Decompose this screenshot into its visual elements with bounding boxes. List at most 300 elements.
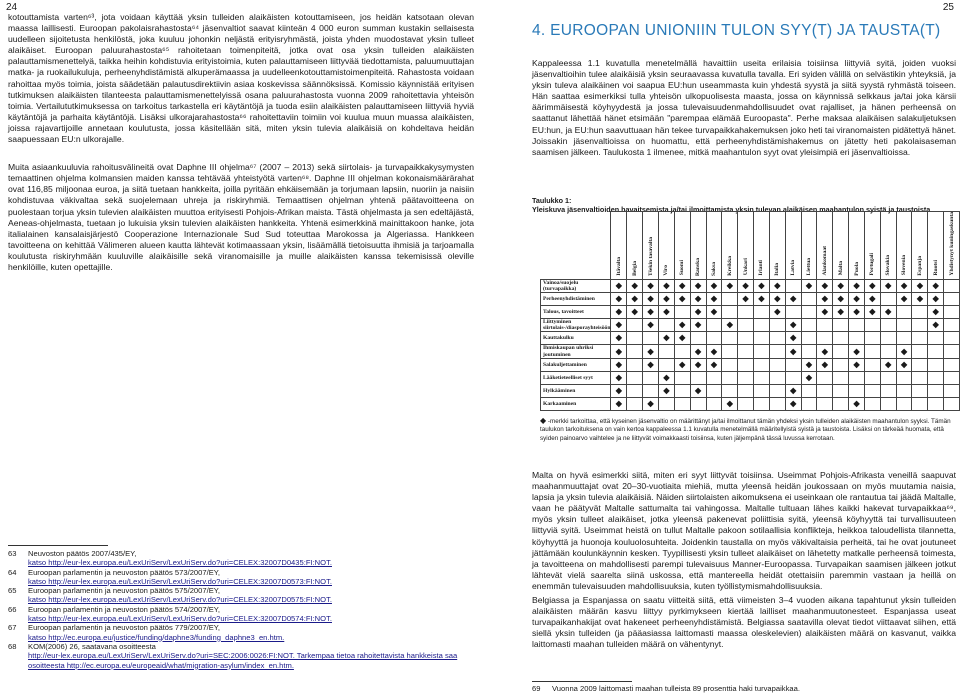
table-cell	[754, 319, 770, 332]
diamond-icon: ◆	[663, 280, 670, 290]
left-paragraph-1: kotouttamista varten⁶³, jota voidaan käyttää yksin tulleiden alaikäisten kotouttamiseen, jos heidän katsotaan olevan maassa laillisesti. Euroopan pakolaisrahastosta⁶⁴ jäsenvaltiot saavat kiinteän 4 000 euron summan kustakin sellaisesta uudelleen sijoitetusta henkilöstä, joka kuuluu johonkin neljästä erityisryhmästä, joista yhden muodostavat yksin tulleet alaikäiset. Euroopan paluurahastosta⁶⁵ rahoitetaan toimenpiteitä, jotka ovat osa yksin tulleiden alaikäisten palauttamismenettelyä, taikka heihin kohdistuvia erityistoimia, kuten palauttamiseen liittyvää tiedottamista, paluumuuttajan matka- ja ruokailukuluja, perheenyhdistämistä alkuperämaassa ja uudelleenkotouttamistoimenpiteitä. Rahastosta voidaan rahoittaa myös toimia, joista säädetään palautusdirektiivin asiaa koskevissa säännöksissä. Komissio käynnistää erityisen tutkimuksen alaikäisten tilanteesta palauttamismenettelyissä osana paluurahastosta vuonna 2009 rahoitettavia yhteisön toimia. Vertailututkimuksessa on tarkoitus tarkastella eri käytäntöjä ja tuoda esiin alaikäisten palauttamiseen liittyviä hyviä käytäntöjä ja parhaita käytäntöjä. Lisäksi ulkorajarahastosta⁶⁶ rahoitettaviin toimiin voi kuulua muun muassa alaikäisten, joissa rajavartijoille annetaan koulutusta, jossa käsitellään sitä, miten yksin tulevia alaikäisiä on kohdeltava heidän saapuessaan EU:n ulkorajalle.	[8, 12, 474, 145]
table-cell	[611, 279, 627, 292]
diamond-icon: ◆	[932, 307, 939, 316]
table-row	[541, 319, 960, 332]
country-label: Malta	[837, 261, 844, 276]
table-cell	[785, 306, 801, 319]
diamond-icon: ◆	[837, 307, 844, 316]
diamond-icon: ◆	[805, 280, 813, 290]
diamond-icon: ◆	[869, 294, 876, 303]
table-cell	[880, 279, 896, 292]
table-cell	[769, 332, 785, 345]
diamond-icon: ◆	[679, 294, 686, 303]
footnote-number: 69	[532, 684, 541, 693]
diamond-icon: ◆	[742, 294, 749, 303]
diamond-icon: ◆	[615, 280, 622, 290]
diamond-icon: ◆	[805, 372, 813, 382]
table-cell	[801, 345, 817, 358]
country-label: Suomi	[679, 260, 686, 276]
table-cell	[849, 279, 865, 292]
diamond-icon: ◆	[853, 359, 860, 369]
diamond-icon: ◆	[821, 307, 828, 316]
table-cell	[674, 397, 690, 410]
table-cell	[880, 293, 896, 306]
country-label: Ruotsi	[932, 260, 939, 276]
table-cell	[643, 397, 659, 410]
footnote-item	[8, 568, 474, 577]
table-row	[541, 293, 960, 306]
table-cell	[627, 293, 643, 306]
table-col-header	[896, 212, 912, 280]
table-col-header	[674, 212, 690, 280]
table-cell	[706, 384, 722, 397]
table-cell	[880, 358, 896, 371]
table-cell	[801, 306, 817, 319]
table-cell	[627, 319, 643, 332]
table-cell	[690, 279, 706, 292]
table-cell	[690, 319, 706, 332]
table-cell	[722, 293, 738, 306]
table-cell	[769, 384, 785, 397]
diamond-icon: ◆	[932, 320, 939, 330]
table-cell	[849, 384, 865, 397]
causes-table	[540, 211, 960, 411]
table-cell	[627, 371, 643, 384]
table-cell	[817, 371, 833, 384]
table-cell	[912, 306, 928, 319]
diamond-icon: ◆	[615, 385, 622, 395]
table-cell	[643, 279, 659, 292]
table-cell	[611, 371, 627, 384]
left-paragraph-2: Muita asiaankuuluvia rahoitusvälineitä ovat Daphne III ohjelma⁶⁷ (2007 – 2013) sekä siirtolais- ja turvapaikkakysymysten temaattinen ohjelma kolmansien maiden kanssa tehtävää yhteistyötä varten⁶⁸. Daphne III ohjelman kokonaismäärärahat ovat 116,85 miljoonaa euroa, ja siitä tuetaan hankkeita, joilla pyritään ehkäisemään ja torjumaan lapsiin, nuoriin ja naisiin kohdistuvaa väkivaltaa sekä suojelemaan uhreja ja riskiryhmiä. Temaattisen ohjelman yhtenä päätavoitteena on puolestaan torjua yksin tulevien alaikäisten muuttoa erityisesti Pohjois-Afrikan maista. Tästä ohjelmasta ja sen edeltäjästä, Aeneas-ohjelmasta, tuetaan jo lukuisia yksin tulevien alaikäisten hankkeita. Yhtenä esimerkkinä mainittakoon hanke, jota italialainen kansalaisjärjestö Cooperazione Internazionale Sud Sud toteuttaa Marokossa ja Algeriassa. Hankkeen tavoitteena on kehittää Välimeren alueen kautta lähtevät kotimaassaan yksin, lisäämällä tietoisuutta ihmisiä ja tarjoamalla koulutusta riskiryhmään kuuluville alaikäisille sekä viranomaisille ja muille alaikäisten kanssa tekemisissä oleville henkilöille, kuten opettajille.	[8, 162, 474, 272]
diamond-icon: ◆	[821, 280, 828, 290]
table-cell	[627, 332, 643, 345]
country-label: Portugali	[869, 253, 876, 276]
diamond-icon: ◆	[647, 307, 654, 316]
footnote-number: 68	[8, 641, 17, 651]
table-cell	[896, 293, 912, 306]
footnote-text: Euroopan parlamentin ja neuvoston päätös 573/2007/EY,	[28, 567, 220, 577]
table-cell	[643, 293, 659, 306]
table-cell	[912, 358, 928, 371]
diamond-icon: ◆	[805, 359, 813, 369]
diamond-icon: ◆	[885, 307, 892, 316]
table-col-header	[849, 212, 865, 280]
table-cell	[769, 371, 785, 384]
table-cell	[912, 384, 928, 397]
table-cell	[864, 319, 880, 332]
diamond-icon: ◆	[726, 320, 733, 330]
table-cell	[785, 345, 801, 358]
table-cell	[706, 397, 722, 410]
table-cell	[880, 397, 896, 410]
diamond-icon: ◆	[916, 294, 923, 303]
table-cell	[944, 384, 960, 397]
table-col-header	[912, 212, 928, 280]
diamond-icon: ◆	[900, 346, 908, 356]
table-cell	[643, 358, 659, 371]
table-cell	[864, 332, 880, 345]
table-cell	[643, 371, 659, 384]
table-cell	[817, 332, 833, 345]
diamond-icon: ◆	[615, 398, 622, 408]
table-cell	[627, 306, 643, 319]
country-label: Espanja	[916, 256, 923, 276]
table-cell	[611, 293, 627, 306]
table-cell	[754, 332, 770, 345]
table-col-header	[754, 212, 770, 280]
footnote-link[interactable]: katso http://eur-lex.europa.eu/LexUriServ/LexUriServ.do?uri=CELEX:32007D0435:FI:NOT.	[28, 558, 332, 568]
table-cell	[864, 384, 880, 397]
table-cell	[849, 332, 865, 345]
diamond-icon: ◆	[647, 398, 654, 408]
table-legend	[540, 417, 956, 443]
table-col-header	[880, 212, 896, 280]
diamond-icon: ◆	[758, 294, 765, 303]
table-cell	[944, 345, 960, 358]
footnote-text: Euroopan parlamentin ja neuvoston päätös 574/2007/EY,	[28, 604, 220, 614]
table-cell	[896, 279, 912, 292]
table-col-header	[928, 212, 944, 280]
table-cell	[722, 279, 738, 292]
table-cell	[706, 332, 722, 345]
diamond-icon: ◆	[710, 280, 717, 290]
footnote-item	[8, 605, 474, 614]
table-cell	[928, 319, 944, 332]
footnote-number: 63	[8, 549, 17, 558]
diamond-icon: ◆	[853, 294, 860, 303]
table-cell	[738, 358, 754, 371]
footnote-link[interactable]: http://eur-lex.europa.eu/LexUriServ/LexUriServ.do?uri=SEC:2006:0026:FI:NOT. Tarkempaa tietoa rahoitettavista hankkeista saa osoitteesta http://ec.europa.eu/europeaid/what/migration-asylum/index_en.htm.	[28, 651, 458, 670]
table-cell	[658, 397, 674, 410]
country-label: Viro	[663, 265, 670, 276]
table-cell	[658, 319, 674, 332]
row-label: Ihmiskaupan uhriksi joutuminen	[541, 345, 611, 358]
table-cell	[658, 332, 674, 345]
table-cell	[912, 293, 928, 306]
diamond-icon: ◆	[932, 280, 939, 290]
country-label: Liettua	[805, 258, 812, 276]
table-col-header	[738, 212, 754, 280]
table-cell	[611, 384, 627, 397]
table-cell	[690, 345, 706, 358]
table-cell	[849, 371, 865, 384]
table-cell	[912, 397, 928, 410]
table-cell	[785, 293, 801, 306]
table-cell	[801, 319, 817, 332]
footnote-69	[532, 684, 956, 693]
table-col-header	[690, 212, 706, 280]
right-paragraph-3: Belgiassa ja Espanjassa on saatu viitteitä siitä, että viimeisten 3–4 vuoden aikana tapahtunut yksin tulleiden alaikäisten määrän kasvu liittyy pyrkimykseen kiertää lailliset maahanmuutonesteet. Espanjassa useat turvapaikanhakijat ovat hakeneet perheenyhdistämistä. Belgiassa saatavilla olevat tiedot viittaavat siihen, että siellä yksin tulleiden (ja pääasiassa laittomasti maassa oleskelevien) alaikäisten määrä on kasvanut, vaikka laittomasti maahan tulleiden määrä on vähentynyt.	[532, 595, 956, 650]
table-cell	[754, 384, 770, 397]
table-cell	[722, 306, 738, 319]
footnote-text: Euroopan parlamentin ja neuvoston päätös 575/2007/EY,	[28, 586, 220, 596]
footnote-item	[8, 623, 474, 632]
table-cell	[801, 371, 817, 384]
footnote-number: 66	[8, 604, 17, 614]
table-cell	[801, 293, 817, 306]
diamond-icon: ◆	[821, 294, 828, 303]
table-cell	[658, 358, 674, 371]
diamond-icon: ◆	[900, 359, 908, 369]
diamond-icon: ◆	[710, 294, 717, 303]
table-cell	[864, 397, 880, 410]
diamond-icon: ◆	[647, 346, 654, 356]
table-cell	[658, 371, 674, 384]
table-cell	[944, 293, 960, 306]
table-cell	[817, 293, 833, 306]
table-cell	[706, 358, 722, 371]
diamond-icon: ◆	[695, 294, 702, 303]
left-column	[8, 12, 474, 273]
row-label: Karkaaminen	[541, 397, 611, 410]
table-caption-text: Yleiskuva jäsenvaltioiden havaitsemista ja/tai ilmoittamista yksin tulevan alaikäisen maahantulon syistä ja taustoista	[532, 205, 931, 214]
diamond-icon: ◆	[679, 333, 686, 343]
table-cell	[849, 319, 865, 332]
table-cell	[658, 306, 674, 319]
table-cell	[912, 345, 928, 358]
table-cell	[627, 358, 643, 371]
diamond-icon: ◆	[695, 359, 702, 369]
table-row	[541, 279, 960, 292]
table-cell	[896, 384, 912, 397]
diamond-icon: ◆	[821, 346, 828, 356]
table-cell	[769, 319, 785, 332]
table-cell	[928, 345, 944, 358]
diamond-icon: ◆	[742, 280, 749, 290]
diamond-icon: ◆	[615, 346, 622, 356]
diamond-icon: ◆	[900, 280, 908, 290]
table-col-header	[817, 212, 833, 280]
table-cell	[833, 293, 849, 306]
table-cell	[674, 345, 690, 358]
diamond-icon: ◆	[695, 385, 702, 395]
table-cell	[864, 371, 880, 384]
table-cell	[833, 345, 849, 358]
table-cell	[658, 384, 674, 397]
diamond-icon: ◆	[615, 372, 622, 382]
table-cell	[690, 384, 706, 397]
table-cell	[658, 293, 674, 306]
table-cell	[896, 397, 912, 410]
diamond-icon: ◆	[710, 359, 717, 369]
diamond-icon: ◆	[790, 398, 797, 408]
diamond-icon: ◆	[679, 320, 686, 330]
table-cell	[817, 319, 833, 332]
table-cell	[928, 384, 944, 397]
diamond-icon: ◆	[615, 333, 622, 343]
footnote-link[interactable]: katso http://eur-lex.europa.eu/LexUriServ/LexUriServ.do?uri=CELEX:32007D0575:FI:NOT.	[28, 595, 332, 605]
diamond-icon: ◆	[853, 346, 860, 356]
diamond-icon: ◆	[869, 307, 876, 316]
footnote-number: 65	[8, 586, 17, 596]
table-cell	[801, 384, 817, 397]
table-cell	[722, 345, 738, 358]
table-cell	[738, 279, 754, 292]
table-cell	[801, 358, 817, 371]
table-cell	[928, 306, 944, 319]
table-cell	[928, 397, 944, 410]
table-cell	[944, 397, 960, 410]
table-cell	[928, 371, 944, 384]
table-cell	[896, 319, 912, 332]
table-cell	[674, 371, 690, 384]
page-number-right: 25	[942, 2, 954, 13]
diamond-icon: ◆	[932, 294, 939, 303]
table-cell	[658, 345, 674, 358]
table-cell	[754, 358, 770, 371]
diamond-icon: ◆	[837, 280, 844, 290]
table-cell	[690, 397, 706, 410]
table-col-header	[706, 212, 722, 280]
table-cell	[769, 397, 785, 410]
table-cell	[674, 306, 690, 319]
country-label: Slovakia	[885, 255, 892, 276]
row-label: Talous, tavoitteet	[541, 306, 611, 319]
table-cell	[643, 345, 659, 358]
table-cell	[706, 279, 722, 292]
table-cell	[864, 293, 880, 306]
table-cell	[611, 306, 627, 319]
table-cell	[849, 358, 865, 371]
table-cell	[627, 279, 643, 292]
diamond-icon: ◆	[726, 280, 733, 290]
diamond-icon: ◆	[647, 320, 654, 330]
table-row	[541, 358, 960, 371]
country-label: Alankomaat	[821, 246, 828, 276]
table-cell	[611, 358, 627, 371]
table-cell	[896, 332, 912, 345]
diamond-icon: ◆	[837, 294, 844, 303]
table-row	[541, 384, 960, 397]
table-cell	[722, 371, 738, 384]
row-label: Vainoa/suojelu (turvapaikka)	[541, 279, 611, 292]
table-cell	[738, 384, 754, 397]
table-cell	[785, 384, 801, 397]
table-cell	[817, 279, 833, 292]
diamond-icon: ◆	[885, 359, 892, 369]
table-cell	[674, 358, 690, 371]
table-cell	[643, 319, 659, 332]
row-label: Liittyminen siirtolais-/diasporayhteisöön	[541, 319, 611, 332]
footnote-link[interactable]: katso http://ec.europa.eu/justice/funding/daphne3/funding_daphne3_en.htm.	[28, 632, 285, 642]
table-cell	[944, 371, 960, 384]
table-caption-title: Taulukko 1:	[532, 196, 572, 205]
footnote-link[interactable]: katso http://eur-lex.europa.eu/LexUriServ/LexUriServ.do?uri=CELEX:32007D0574:FI:NOT.	[28, 614, 332, 624]
table-cell	[833, 279, 849, 292]
footnote-item	[8, 586, 474, 595]
diamond-icon: ◆	[663, 307, 670, 316]
table-cell	[706, 345, 722, 358]
diamond-icon: ◆	[790, 346, 797, 356]
table-cell	[690, 332, 706, 345]
table-cell	[896, 358, 912, 371]
table-cell	[722, 384, 738, 397]
table-cell	[801, 397, 817, 410]
table-cell	[643, 384, 659, 397]
country-label: Tšekin tasavalta	[647, 236, 654, 276]
table-col-header	[944, 212, 960, 280]
table-cell	[817, 384, 833, 397]
footnote-rule-right	[532, 681, 632, 682]
country-label: Ranska	[695, 257, 702, 276]
table-cell	[706, 371, 722, 384]
table-cell	[912, 371, 928, 384]
footnote-text: Neuvoston päätös 2007/435/EY,	[28, 549, 137, 558]
right-paragraph-1: Kappaleessa 1.1 kuvatulla menetelmällä havaittiin useita erilaisia toisiinsa liittyviä syitä, joiden vuoksi jäsenvaltioihin tulee alaikäisiä yksin seuraavassa kuvatulla tavalla. Eri syiden välillä on selvästikin yhteyksiä, ja yksin tuleva alaikäinen voi saapua EU:hun useammasta kuin yhdestä syystä ja siitä syystä ryhmästä toiseen. Hän saattaa esimerkiksi tulla yhteisön ulkopuolisesta maasta, jossa on käynnissä selkkaus ja/tai joka kärsii äärimmäisestä köyhyydestä ja jossa tulevaisuudenmahdollisuudet ovat rajalliset, ja hänen perheensä on saattanut lähettää hänet etsimään "parempaa elämää Euroopasta". Perhe maksaa alaikäisen salakuljetuksen EU:hun, ja EU:hun saavuttuaan hän tekee turvapaikkahakemuksen joko heti tai viranomaisten pidätettyä hänet. Joissakin jäsenvaltioissa on huomattu, että perheenyhdistämishakemus on jätetty heti pakolaisaseman saamisen jälkeen. Taulukosta 1 ilmenee, mitkä maahantulon syyt ovat yleisimpiä eri jäsenvaltioissa.	[532, 58, 956, 157]
footnote-number: 64	[8, 567, 17, 577]
table-cell	[769, 306, 785, 319]
table-cell	[912, 332, 928, 345]
table-col-header	[785, 212, 801, 280]
table-cell	[643, 332, 659, 345]
diamond-icon: ◆	[663, 372, 670, 382]
diamond-icon: ◆	[615, 307, 622, 316]
table-cell	[674, 279, 690, 292]
table-cell	[880, 306, 896, 319]
country-label: Puola	[853, 261, 860, 276]
table-cell	[896, 371, 912, 384]
diamond-icon: ◆	[647, 294, 654, 303]
diamond-icon: ◆	[679, 359, 686, 369]
diamond-icon: ◆	[900, 294, 908, 303]
table-cell	[833, 332, 849, 345]
diamond-icon: ◆	[869, 280, 876, 290]
table-cell	[928, 279, 944, 292]
table-cell	[627, 397, 643, 410]
diamond-icon: ◆	[853, 307, 860, 316]
diamond-icon: ◆	[695, 280, 702, 290]
table-cell	[738, 345, 754, 358]
diamond-icon: ◆	[853, 398, 860, 408]
country-label: Unkari	[742, 258, 749, 276]
diamond-icon: ◆	[710, 346, 717, 356]
table-col-header	[769, 212, 785, 280]
table-cell	[944, 332, 960, 345]
table-cell	[674, 319, 690, 332]
table-cell	[849, 293, 865, 306]
table-cell	[864, 345, 880, 358]
table-col-header	[627, 212, 643, 280]
table-col-header	[801, 212, 817, 280]
table-row	[541, 306, 960, 319]
diamond-icon: ◆	[631, 280, 638, 290]
footnote-item	[8, 642, 474, 651]
table-cell	[880, 345, 896, 358]
diamond-icon: ◆	[615, 320, 622, 330]
footnote-link[interactable]: katso http://eur-lex.europa.eu/LexUriServ/LexUriServ.do?uri=CELEX:32007D0573:FI:NOT.	[28, 576, 332, 586]
diamond-icon: ◆	[790, 333, 797, 343]
table-row	[541, 332, 960, 345]
table-cell	[833, 397, 849, 410]
country-label: Irlanti	[758, 260, 765, 276]
table-cell	[738, 332, 754, 345]
table-cell	[769, 279, 785, 292]
diamond-icon: ◆	[679, 280, 686, 290]
row-label: Perheenyhdistäminen	[541, 293, 611, 306]
table-cell	[674, 293, 690, 306]
table-cell	[817, 306, 833, 319]
table-cell	[833, 319, 849, 332]
footnote-number: 67	[8, 623, 17, 633]
table-cell	[864, 306, 880, 319]
table-cell	[833, 384, 849, 397]
table-cell	[928, 358, 944, 371]
table-cell	[738, 293, 754, 306]
diamond-icon: ◆	[695, 307, 702, 316]
table-col-header	[833, 212, 849, 280]
table-cell	[833, 371, 849, 384]
